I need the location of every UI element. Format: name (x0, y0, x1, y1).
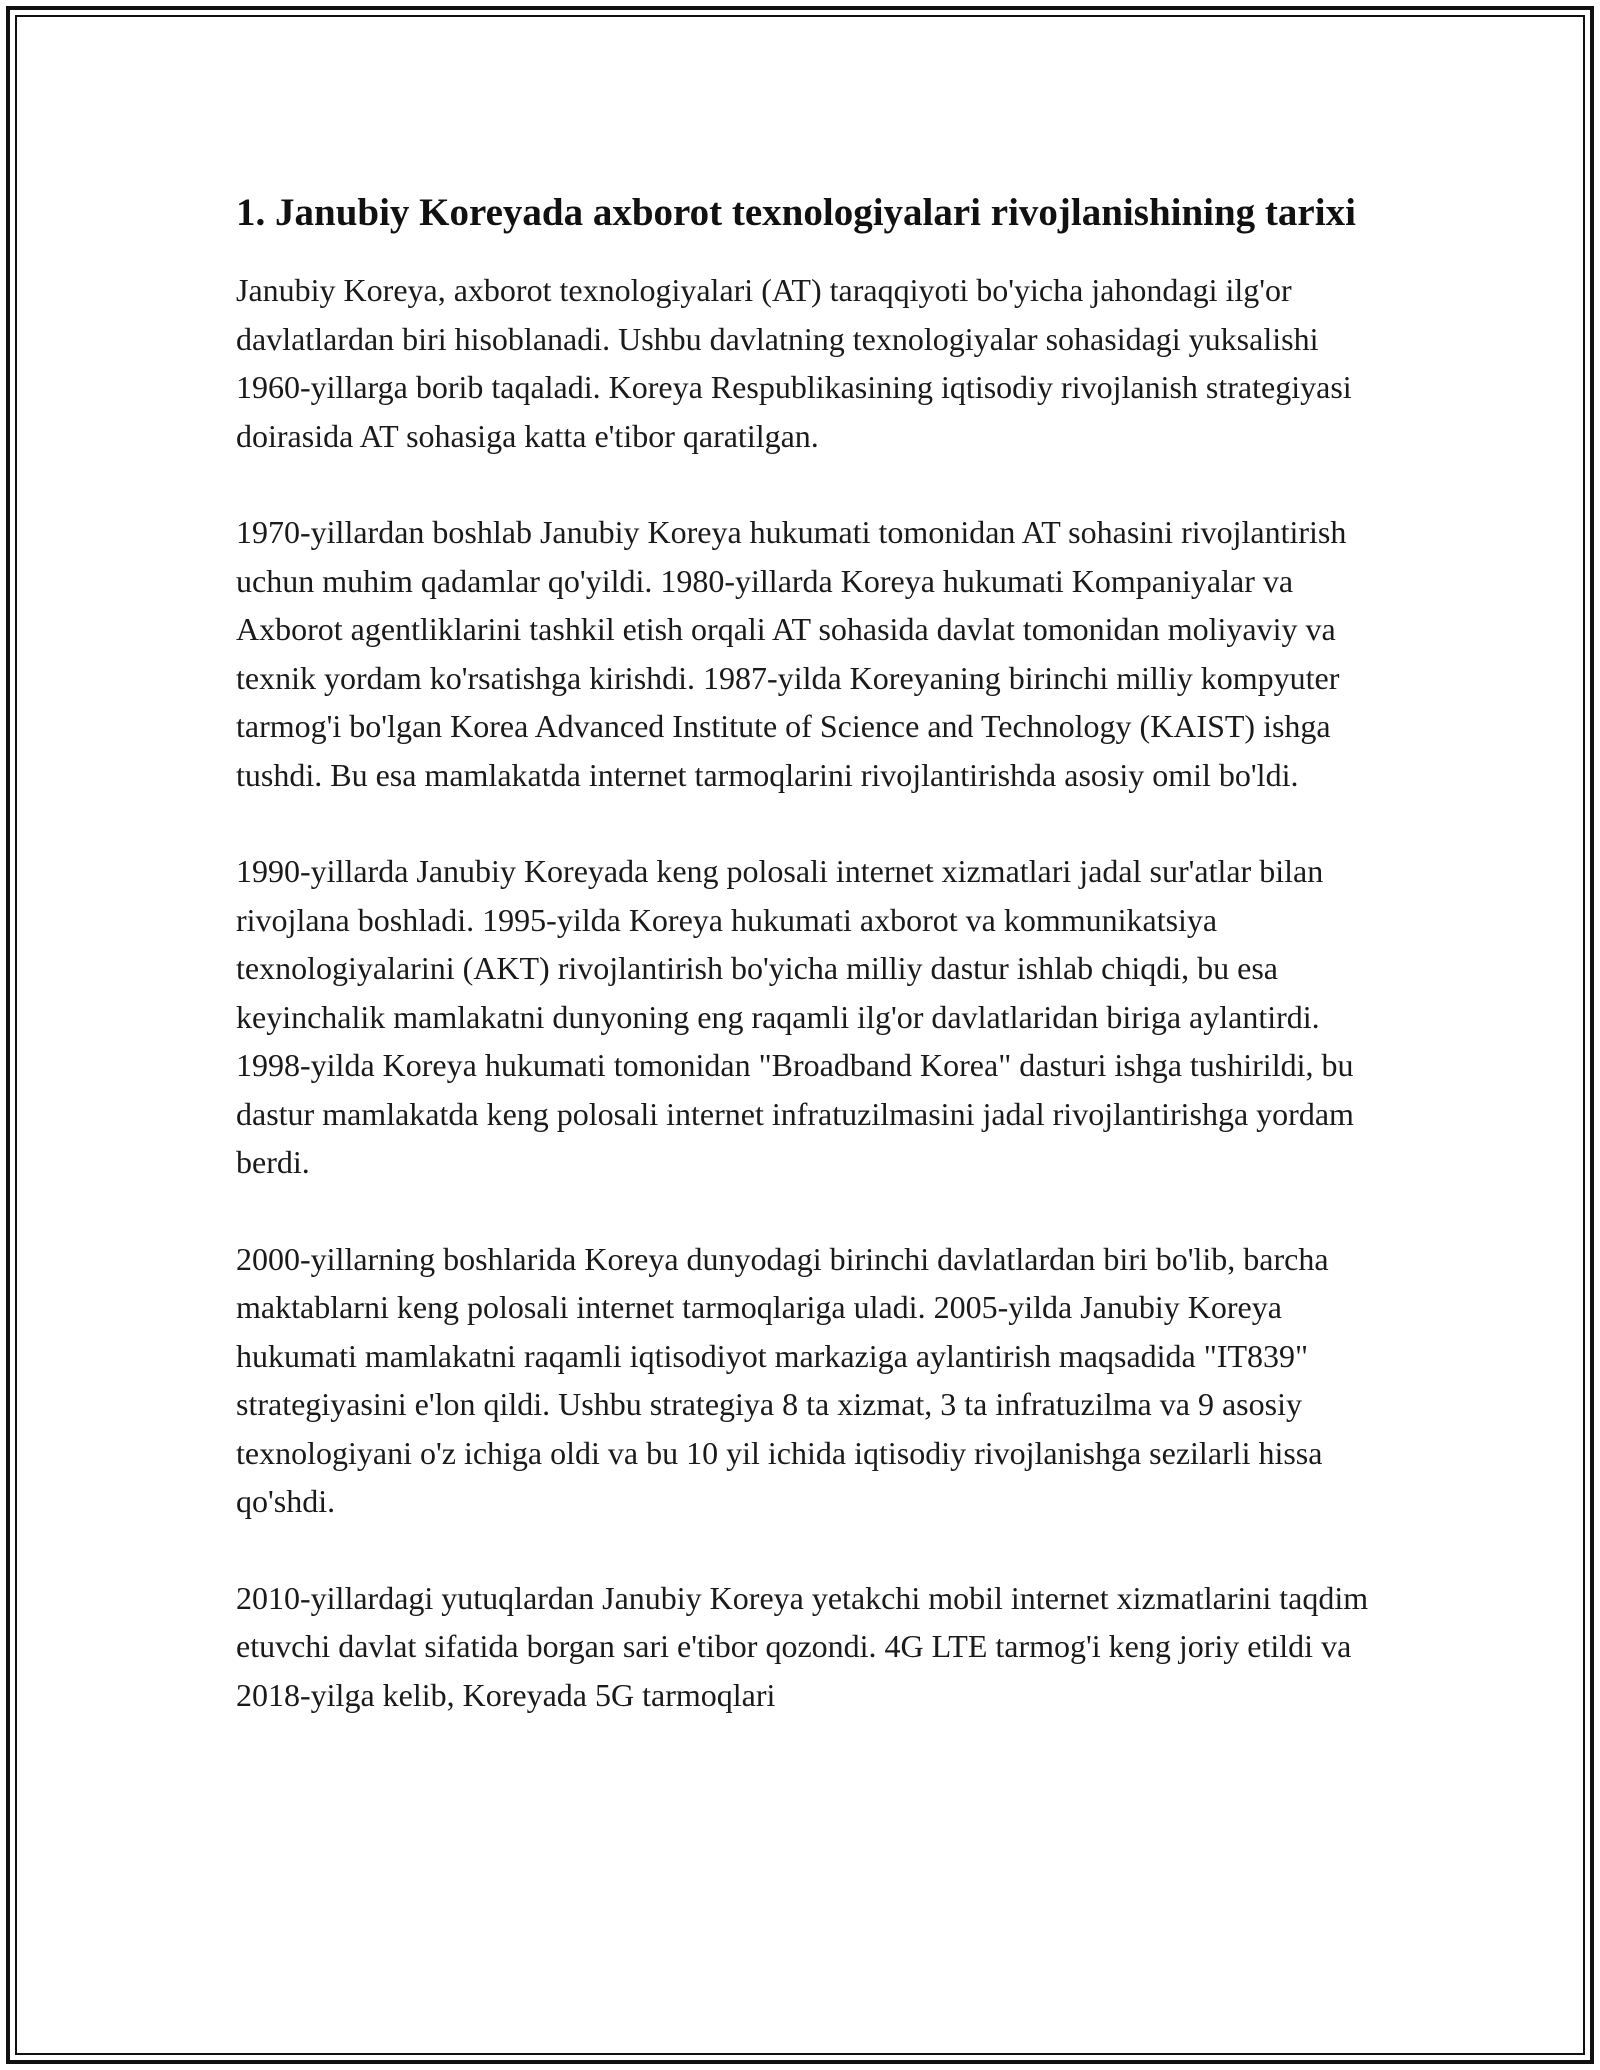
paragraph-1: Janubiy Koreya, axborot texnologiyalari (AT) taraqqiyoti bo'yicha jahondagi ilg'or davlatlardan biri hisoblanadi. Ushbu davlatning texnologiyalar sohasidagi yuksalishi 1960-yillarga borib taqaladi. Koreya Respublikasining iqtisodiy rivojlanish strategiyasi doirasida AT sohasiga katta e'tibor qaratilgan. (236, 272, 1352, 454)
paragraph-2: 1970-yillardan boshlab Janubiy Koreya hukumati tomonidan AT sohasini rivojlantirish uchun muhim qadamlar qo'yildi. 1980-yillarda Koreya hukumati Kompaniyalar va Axborot agentliklarini tashkil etish orqali AT sohasida davlat tomonidan moliyaviy va texnik yordam ko'rsatishga kirishdi. 1987-yilda Koreyaning birinchi milliy kompyuter tarmog'i bo'lgan Korea Advanced Institute of Science and Technology (KAIST) ishga tushdi. Bu esa mamlakatda internet tarmoqlarini rivojlantirishda asosiy omil bo'ldi. (236, 514, 1347, 793)
paragraph-3: 1990-yillarda Janubiy Koreyada keng polosali internet xizmatlari jadal sur'atlar bilan rivojlana boshladi. 1995-yilda Koreya hukumati axborot va kommunikatsiya texnologiyalarini (AKT) rivojlantirish bo'yicha milliy dastur ishlab chiqdi, bu esa keyinchalik mamlakatni dunyoning eng raqamli ilg'or davlatlaridan biriga aylantirdi. 1998-yilda Koreya hukumati tomonidan "Broadband Korea" dasturi ishga tushirildi, bu dastur mamlakatda keng polosali internet infratuzilmasini jadal rivojlantirishga yordam berdi. (236, 853, 1354, 1180)
section-heading: 1. Janubiy Koreyada axborot texnologiyalari rivojlanishining tarixi (236, 191, 1356, 234)
paragraph-5: 2010-yillardagi yutuqlardan Janubiy Koreya yetakchi mobil internet xizmatlarini taqdim etuvchi davlat sifatida borgan sari e'tibor qozondi. 4G LTE tarmog'i keng joriy etildi va 2018-yilga kelib, Koreyada 5G tarmoqlari (236, 1579, 1369, 1713)
document-body (236, 185, 1381, 1767)
paragraph-4: 2000-yillarning boshlarida Koreya dunyodagi birinchi davlatlardan biri bo'lib, barcha maktablarni keng polosali internet tarmoqlariga uladi. 2005-yilda Janubiy Koreya hukumati mamlakatni raqamli iqtisodiyot markaziga aylantirish maqsadida "IT839" strategiyasini e'lon qildi. Ushbu strategiya 8 ta xizmat, 3 ta infratuzilma va 9 asosiy texnologiyani o'z ichiga oldi va bu 10 yil ichida iqtisodiy rivojlanishga sezilarli hissa qo'shdi. (236, 1240, 1329, 1519)
